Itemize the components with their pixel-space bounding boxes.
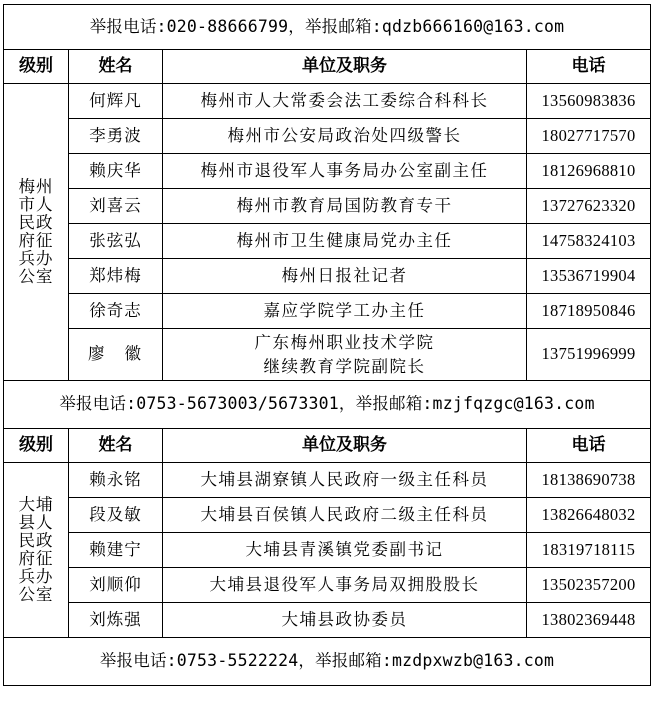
person-name: 刘炼强 bbox=[69, 603, 163, 638]
person-name: 何辉凡 bbox=[69, 84, 163, 119]
unit-line: 梅州市教育局国防教育专干 bbox=[236, 195, 453, 215]
phone-number: 18027717570 bbox=[527, 119, 651, 154]
header-name: 姓名 bbox=[69, 429, 163, 463]
unit-cell bbox=[163, 463, 527, 498]
report-line-row bbox=[4, 381, 651, 429]
person-name: 郑炜梅 bbox=[69, 259, 163, 294]
table-row bbox=[4, 259, 651, 294]
unit-line: 梅州日报社记者 bbox=[281, 265, 408, 285]
table-row bbox=[4, 119, 651, 154]
phone-number: 18138690738 bbox=[527, 463, 651, 498]
report-line-row bbox=[4, 5, 651, 50]
office-label: 梅州市人民政府征兵办公室 bbox=[18, 176, 54, 287]
person-name: 张弦弘 bbox=[69, 224, 163, 259]
phone-number: 14758324103 bbox=[527, 224, 651, 259]
person-name: 刘顺仰 bbox=[69, 568, 163, 603]
phone-number: 13502357200 bbox=[527, 568, 651, 603]
office-label: 大埔县人民政府征兵办公室 bbox=[18, 494, 54, 605]
header-name: 姓名 bbox=[69, 50, 163, 84]
unit-cell bbox=[163, 294, 527, 329]
unit-line: 大埔县退役军人事务局双拥股股长 bbox=[209, 574, 480, 594]
unit-line: 梅州市人大常委会法工委综合科科长 bbox=[200, 90, 489, 110]
conscription-supervisor-table bbox=[3, 4, 651, 686]
person-name: 刘喜云 bbox=[69, 189, 163, 224]
phone-number: 13727623320 bbox=[527, 189, 651, 224]
person-name: 徐奇志 bbox=[69, 294, 163, 329]
unit-cell bbox=[163, 224, 527, 259]
header-level: 级别 bbox=[4, 50, 69, 84]
table-row bbox=[4, 84, 651, 119]
unit-line: 大埔县百侯镇人民政府二级主任科员 bbox=[200, 504, 489, 524]
person-name: 赖庆华 bbox=[69, 154, 163, 189]
table-row bbox=[4, 568, 651, 603]
report-line-row bbox=[4, 638, 651, 686]
phone-number: 13826648032 bbox=[527, 498, 651, 533]
header-level: 级别 bbox=[4, 429, 69, 463]
phone-number: 18718950846 bbox=[527, 294, 651, 329]
report-line: 举报电话:020-88666799，举报邮箱:qdzb666160@163.com bbox=[4, 5, 651, 50]
unit-cell bbox=[163, 498, 527, 533]
person-name: 段及敏 bbox=[69, 498, 163, 533]
unit-cell bbox=[163, 533, 527, 568]
unit-line: 梅州市退役军人事务局办公室副主任 bbox=[200, 160, 489, 180]
unit-cell bbox=[163, 154, 527, 189]
unit-line: 大埔县湖寮镇人民政府一级主任科员 bbox=[200, 469, 489, 489]
header-phone: 电话 bbox=[527, 429, 651, 463]
report-line: 举报电话:0753-5522224，举报邮箱:mzdpxwzb@163.com bbox=[4, 638, 651, 686]
table-row bbox=[4, 498, 651, 533]
table-header-row bbox=[4, 429, 651, 463]
table-row bbox=[4, 533, 651, 568]
unit-line: 大埔县政协委员 bbox=[281, 609, 408, 629]
unit-line: 嘉应学院学工办主任 bbox=[263, 300, 426, 320]
table-row bbox=[4, 224, 651, 259]
unit-line: 梅州市公安局政治处四级警长 bbox=[227, 125, 462, 145]
office-cell bbox=[4, 463, 69, 638]
person-name: 赖建宁 bbox=[69, 533, 163, 568]
phone-number: 13560983836 bbox=[527, 84, 651, 119]
unit-line: 大埔县青溪镇党委副书记 bbox=[245, 539, 444, 559]
unit-cell bbox=[163, 568, 527, 603]
phone-number: 18319718115 bbox=[527, 533, 651, 568]
person-name: 赖永铭 bbox=[69, 463, 163, 498]
unit-cell bbox=[163, 259, 527, 294]
phone-number: 13802369448 bbox=[527, 603, 651, 638]
unit-cell bbox=[163, 119, 527, 154]
table-row bbox=[4, 154, 651, 189]
table-header-row bbox=[4, 50, 651, 84]
table-row bbox=[4, 294, 651, 329]
unit-cell bbox=[163, 189, 527, 224]
person-name: 李勇波 bbox=[69, 119, 163, 154]
unit-line: 梅州市卫生健康局党办主任 bbox=[236, 230, 453, 250]
table-row bbox=[4, 463, 651, 498]
table-row bbox=[4, 603, 651, 638]
header-unit: 单位及职务 bbox=[163, 429, 527, 463]
header-phone: 电话 bbox=[527, 50, 651, 84]
phone-number: 18126968810 bbox=[527, 154, 651, 189]
table-row bbox=[4, 189, 651, 224]
unit-cell bbox=[163, 329, 527, 381]
unit-cell bbox=[163, 84, 527, 119]
phone-number: 13536719904 bbox=[527, 259, 651, 294]
table-row bbox=[4, 329, 651, 381]
header-unit: 单位及职务 bbox=[163, 50, 527, 84]
phone-number: 13751996999 bbox=[527, 329, 651, 381]
unit-cell bbox=[163, 603, 527, 638]
report-line: 举报电话:0753-5673003/5673301，举报邮箱:mzjfqzgc@163.com bbox=[4, 381, 651, 429]
unit-line: 广东梅州职业技术学院 bbox=[254, 332, 435, 352]
unit-line: 继续教育学院副院长 bbox=[263, 356, 426, 376]
person-name: 廖徽 bbox=[69, 329, 163, 381]
office-cell bbox=[4, 84, 69, 381]
